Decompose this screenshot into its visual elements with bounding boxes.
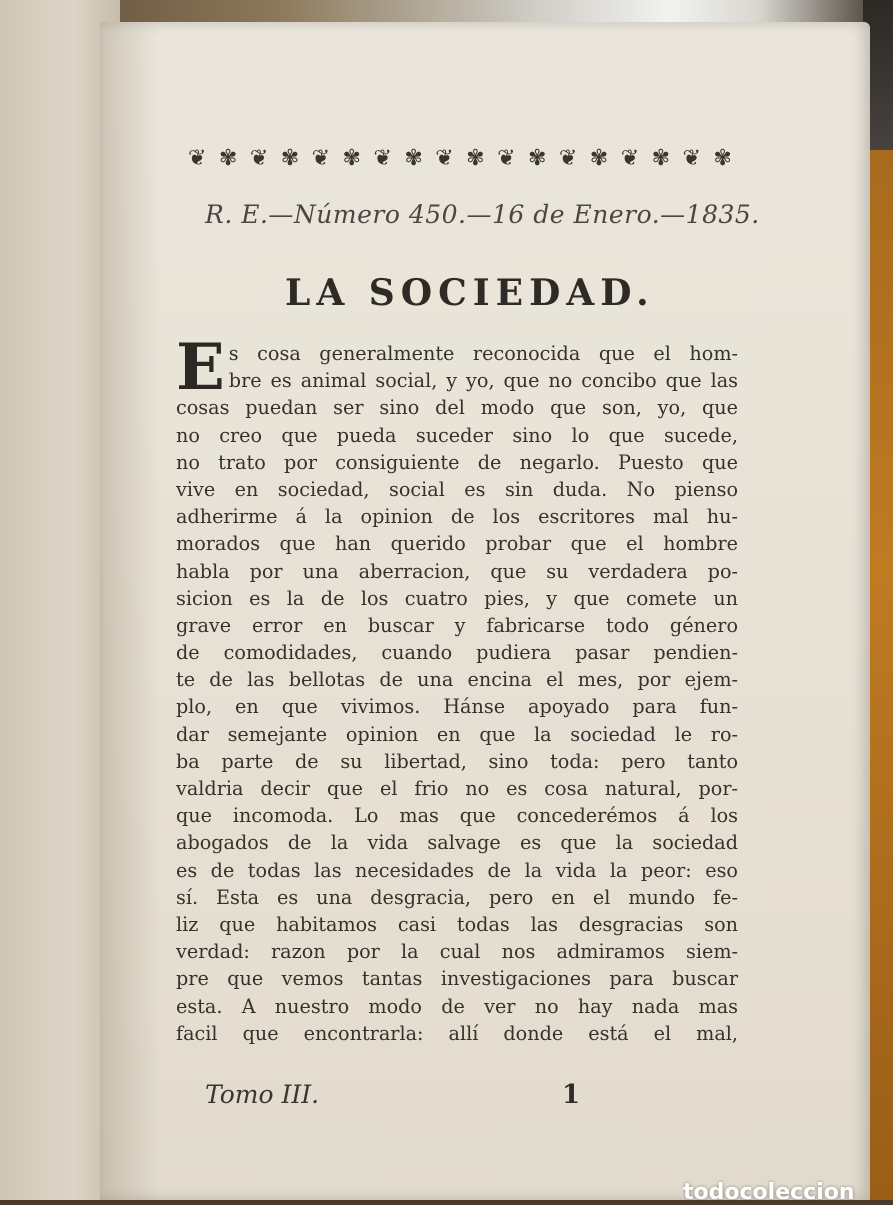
text-line: es de todas las necesidades de la vida la peor: eso xyxy=(176,858,738,882)
watermark: todocoleccion xyxy=(683,1180,855,1205)
ornament-border: ❦ ✾ ❦ ✾ ❦ ✾ ❦ ✾ ❦ ✾ ❦ ✾ ❦ ✾ ❦ ✾ ❦ ✾ xyxy=(188,145,733,171)
text-line: adherirme á la opinion de los escritores mal hu- xyxy=(176,505,738,529)
page-number: 1 xyxy=(562,1080,581,1110)
volume-label: Tomo III. xyxy=(205,1080,320,1109)
text-line: morados que han querido probar que el hombre xyxy=(176,532,738,556)
text-line: que incomoda. Lo mas que concederémos á los xyxy=(176,804,738,828)
text-line: de comodidades, cuando pudiera pasar pendien- xyxy=(176,641,738,665)
text-line: s cosa generalmente reconocida que el hom- xyxy=(228,342,738,365)
body-text xyxy=(176,330,738,1047)
text-line: ba parte de su libertad, sino toda: pero tanto xyxy=(176,749,738,773)
text-line: valdria decir que el frio no es cosa natural, por- xyxy=(176,777,738,800)
drop-cap: E xyxy=(176,330,225,405)
text-line: facil que encontrarla: allí donde está el mal, xyxy=(176,1021,738,1045)
text-line: no creo que pueda suceder sino lo que sucede, xyxy=(176,423,738,447)
text-line: vive en sociedad, social es sin duda. No pienso xyxy=(176,477,738,501)
text-line: esta. A nuestro modo de ver no hay nada mas xyxy=(176,994,738,1018)
text-line: liz que habitamos casi todas las desgracias son xyxy=(176,912,738,936)
text-line: grave error en buscar y fabricarse todo género xyxy=(176,613,738,637)
text-line: te de las bellotas de una encina el mes, por ejem- xyxy=(176,668,738,692)
text-line: no trato por consiguiente de negarlo. Puesto que xyxy=(176,450,738,474)
issue-header: R. E.—Número 450.—16 de Enero.—1835. xyxy=(205,200,760,229)
text-line: cosas puedan ser sino del modo que son, yo, que xyxy=(176,396,738,420)
text-line: plo, en que vivimos. Hánse apoyado para fun- xyxy=(176,695,738,719)
page-title: LA SOCIEDAD. xyxy=(285,272,655,314)
text-line: dar semejante opinion en que la sociedad le ro- xyxy=(176,722,738,746)
text-line: sicion es la de los cuatro pies, y que comete un xyxy=(176,586,738,610)
text-line: bre es animal social, y yo, que no concibo que las xyxy=(228,369,738,393)
text-line: verdad: razon por la cual nos admiramos siem- xyxy=(176,940,738,964)
text-line: abogados de la vida salvage es que la sociedad xyxy=(176,831,738,855)
page-footer xyxy=(205,1080,745,1120)
text-line: pre que vemos tantas investigaciones para buscar xyxy=(176,967,738,991)
text-line: habla por una aberracion, que su verdadera po- xyxy=(176,559,738,583)
text-line: sí. Esta es una desgracia, pero en el mundo fe- xyxy=(176,885,738,909)
